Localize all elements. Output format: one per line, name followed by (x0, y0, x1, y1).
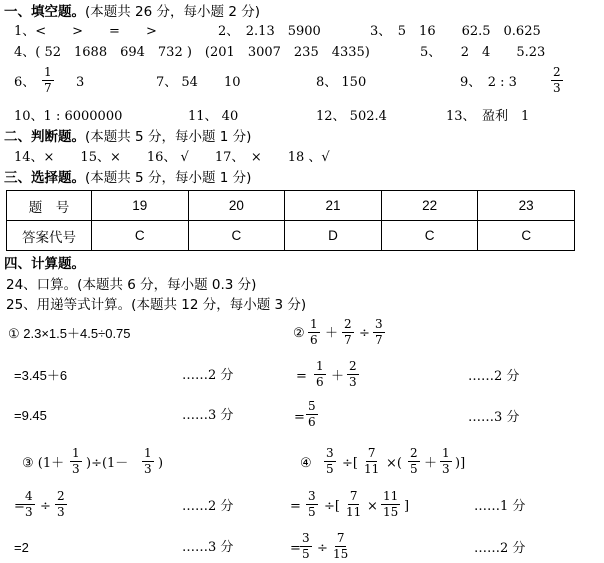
fraction (342, 318, 354, 347)
answer-q6-label: 6、 (14, 75, 36, 90)
numerator: 1 (310, 317, 318, 331)
fraction (306, 490, 318, 519)
numerator: 5 (308, 399, 316, 413)
denominator: 6 (308, 415, 316, 429)
fraction (300, 532, 312, 561)
answer-q8: 8、 150 (316, 75, 367, 90)
answer-q10: 10、1 : 6000000 (14, 109, 123, 124)
plus-sign: ＋ (424, 456, 438, 471)
table-cell: 20 (188, 191, 285, 221)
denominator: 5 (302, 547, 310, 561)
section2-heading (4, 129, 251, 145)
equals-sign: = (290, 541, 301, 556)
problem2-score1: ……2 分 (468, 369, 520, 384)
table-cell: 23 (478, 191, 575, 221)
problem3-result: =2 (14, 540, 29, 555)
table-cell: D (285, 221, 382, 251)
operator: ÷[ (324, 499, 340, 514)
section3-note: (本题共 5 分，每小题 1 分) (85, 170, 252, 186)
numerator: 11 (383, 489, 399, 503)
denominator: 5 (326, 462, 334, 476)
denominator: 11 (346, 505, 362, 519)
denominator: 15 (333, 547, 349, 561)
denominator: 3 (553, 81, 561, 95)
problem1-score2: ……3 分 (182, 408, 234, 423)
answer-q9: 9、 2 : 3 (460, 75, 517, 90)
denominator: 3 (349, 375, 357, 389)
numerator: 3 (302, 531, 310, 545)
divide-sign: ÷ (359, 326, 370, 341)
table-cell: 19 (92, 191, 189, 221)
numerator: 2 (410, 446, 418, 460)
section2-title: 二、判断题。 (4, 129, 85, 145)
section1-title: 一、填空题。 (4, 4, 85, 20)
answer-q2: 2、 2.13 5900 (218, 24, 321, 39)
answer-q12: 12、 502.4 (316, 109, 387, 124)
table-row (7, 221, 575, 251)
numerator: 1 (442, 446, 450, 460)
section2-note: (本题共 5 分，每小题 1 分) (85, 129, 252, 145)
section3-title: 三、选择题。 (4, 170, 85, 186)
multiply-sign: × (367, 499, 378, 514)
operator: ÷[ (342, 456, 358, 471)
problem3-middle: )÷(1－ (86, 456, 129, 471)
choice-answer-table (6, 190, 575, 251)
denominator: 3 (72, 462, 80, 476)
denominator: 15 (383, 505, 399, 519)
close-paren: ) (158, 456, 164, 471)
table-cell: C (188, 221, 285, 251)
fraction (347, 360, 359, 389)
equals-sign: = (294, 410, 305, 425)
numerator: 2 (57, 489, 65, 503)
table-cell: C (478, 221, 575, 251)
numerator: 1 (316, 359, 324, 373)
fraction (344, 490, 363, 519)
problem3-score1: ……2 分 (182, 499, 234, 514)
numerator: 1 (144, 446, 152, 460)
numerator: 2 (344, 317, 352, 331)
problem1-expression: ① 2.3×1.5＋4.5÷0.75 (8, 326, 131, 341)
denominator: 3 (57, 505, 65, 519)
numerator: 2 (553, 65, 561, 79)
fraction (70, 447, 82, 476)
fraction (408, 447, 420, 476)
section3-heading (4, 170, 251, 186)
fraction (331, 532, 350, 561)
fraction (381, 490, 400, 519)
answer-q9-fraction (551, 66, 563, 95)
denominator: 3 (442, 462, 450, 476)
divide-sign: ÷ (40, 499, 51, 514)
table-cell: 题 号 (7, 191, 92, 221)
problem3-score2: ……3 分 (182, 540, 234, 555)
table-cell: 22 (381, 191, 478, 221)
problem2-score2: ……3 分 (468, 410, 520, 425)
answer-q6-rest: 3 (76, 75, 85, 90)
section4-title: 四、计算题。 (4, 256, 85, 272)
fraction (314, 360, 326, 389)
problem4-label: ④ (300, 456, 312, 471)
equals-sign: = (14, 499, 25, 514)
fraction (324, 447, 336, 476)
table-header-row (7, 191, 575, 221)
table-cell: 21 (285, 191, 382, 221)
plus-sign: ＋ (331, 369, 345, 384)
answer-q5: 5、 2 4 5.23 (420, 45, 546, 60)
denominator: 7 (344, 333, 352, 347)
section1-note: (本题共 26 分，每小题 2 分) (85, 4, 260, 20)
divide-sign: ÷ (317, 541, 328, 556)
problem3-label: ③ (1＋ (22, 456, 65, 471)
problem1-step1: =3.45＋6 (14, 368, 68, 383)
answer-q3: 3、 5 16 62.5 0.625 (370, 24, 541, 39)
denominator: 3 (25, 505, 33, 519)
section1-heading (4, 4, 260, 20)
denominator: 5 (410, 462, 418, 476)
problem2-label: ② (293, 326, 305, 341)
denominator: 5 (308, 505, 316, 519)
close-bracket: ] (404, 499, 410, 514)
numerator: 1 (44, 65, 52, 79)
answer-q7: 7、 54 10 (156, 75, 241, 90)
answer-q13: 13、 盈利 1 (446, 109, 530, 124)
fraction (23, 490, 35, 519)
table-cell: 答案代号 (7, 221, 92, 251)
numerator: 1 (72, 446, 80, 460)
numerator: 3 (375, 317, 383, 331)
answer-q11: 11、 40 (188, 109, 239, 124)
fraction (373, 318, 385, 347)
fraction (362, 447, 381, 476)
numerator: 7 (336, 531, 345, 545)
plus-sign: ＋ (325, 326, 339, 341)
judgement-answers: 14、× 15、× 16、 √ 17、 × 18 、√ (14, 150, 330, 165)
numerator: 7 (349, 489, 358, 503)
denominator: 3 (144, 462, 152, 476)
fraction (308, 318, 320, 347)
close-brackets: )] (455, 456, 466, 471)
answer-q6-fraction (42, 66, 54, 95)
denominator: 7 (44, 81, 52, 95)
numerator: 3 (308, 489, 316, 503)
fraction (142, 447, 154, 476)
problem4-score1: ……1 分 (474, 499, 526, 514)
question-24: 24、口算。(本题共 6 分，每小题 0.3 分) (6, 277, 257, 293)
problem1-step2: =9.45 (14, 408, 47, 423)
answer-q1: 1、< > = > (14, 24, 157, 39)
denominator: 6 (310, 333, 318, 347)
table-cell: C (92, 221, 189, 251)
fraction (55, 490, 67, 519)
numerator: 7 (367, 446, 376, 460)
fraction (306, 400, 318, 429)
numerator: 4 (25, 489, 33, 503)
equals-sign: = (290, 499, 301, 514)
table-cell: C (381, 221, 478, 251)
denominator: 6 (316, 375, 324, 389)
denominator: 7 (375, 333, 383, 347)
numerator: 2 (349, 359, 357, 373)
numerator: 3 (326, 446, 334, 460)
denominator: 11 (364, 462, 380, 476)
fraction (440, 447, 452, 476)
operator: ×( (386, 456, 402, 471)
problem1-score1: ……2 分 (182, 368, 234, 383)
question-25: 25、用递等式计算。(本题共 12 分，每小题 3 分) (6, 297, 307, 313)
problem4-score2: ……2 分 (474, 541, 526, 556)
answer-q4: 4、( 52 1688 694 732 ) (201 3007 235 4335) (14, 45, 370, 60)
equals-sign: = (296, 369, 307, 384)
